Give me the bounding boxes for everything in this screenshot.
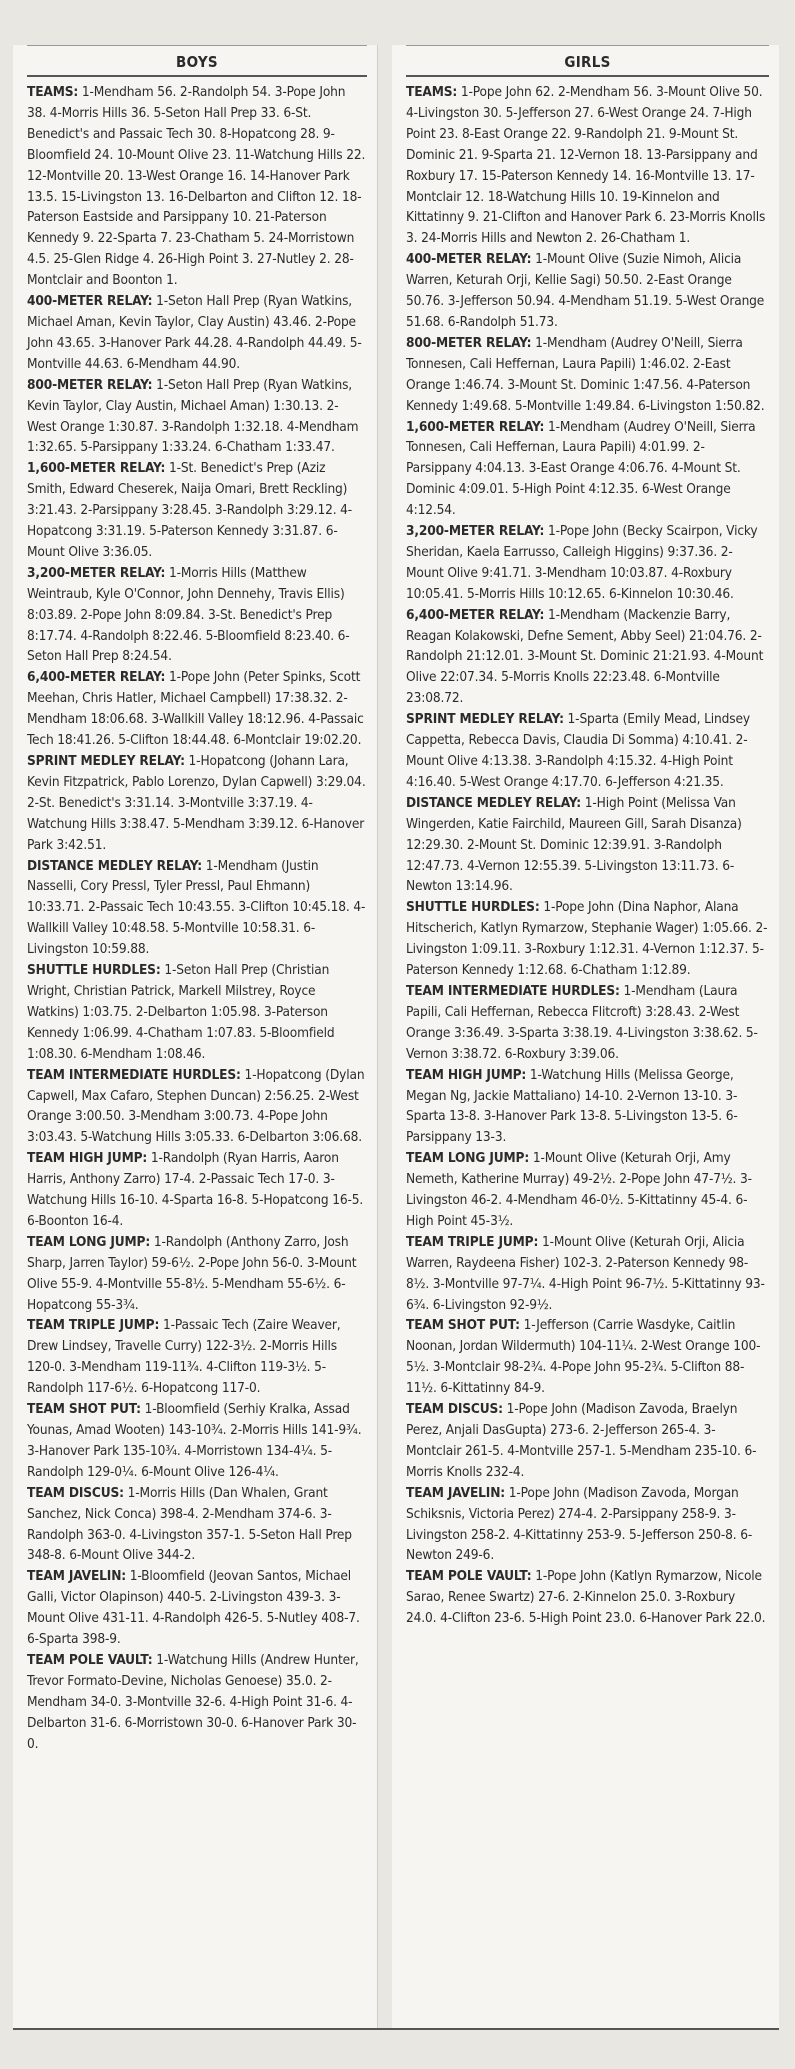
event-label: TEAM DISCUS: [27, 1484, 124, 1501]
event-label: TEAM TRIPLE JUMP: [27, 1317, 160, 1334]
event-results: 1-Jefferson (Carrie Wasdyke, Caitlin Noonan, Jordan Wildermuth) 104-11¼. 2-West Orange 100-5½. 3-Montclair 98-2¾. 4-Pope John 95-2¾. 5-Clifton 88-11½. 6-Kittatinny 84-9. [406, 1317, 761, 1397]
event-label: 800-METER RELAY: [27, 376, 153, 393]
event-label: 400-METER RELAY: [27, 293, 153, 310]
event-label: TEAM JAVELIN: [27, 1568, 127, 1585]
event-label: 400-METER RELAY: [406, 251, 532, 268]
event-results: 1-Passaic Tech (Zaire Weaver, Drew Lindsey, Travelle Curry) 122-3½. 2-Morris Hills 120-0. 3-Mendham 119-11¾. 4-Clifton 119-3½. 5-Randolph 117-6½. 6-Hopatcong 117-0. [27, 1317, 341, 1397]
event-results: 1-Hopatcong (Dylan Capwell, Max Cafaro, Stephen Duncan) 2:56.25. 2-West Orange 3:00.50. 3-Mendham 3:00.73. 4-Pope John 3:03.43. 5-Watchung Hills 3:05.33. 6-Delbarton 3:06.68. [27, 1066, 365, 1146]
girls-event [406, 981, 769, 1065]
boys-event [27, 1148, 367, 1232]
event-results: 1-Pope John (Peter Spinks, Scott Meehan, Chris Hatler, Michael Campbell) 17:38.32. 2-Mendham 18:06.68. 3-Wallkill Valley 18:12.96. 4-Passaic Tech 18:41.26. 5-Clifton 18:44.48. 6-Montclair 19:02.20. [27, 669, 364, 749]
event-label: TEAMS: [406, 84, 458, 100]
event-results: 1-Randolph (Ryan Harris, Aaron Harris, Anthony Zarro) 17-4. 2-Passaic Tech 17-0. 3-Watchung Hills 16-10. 4-Sparta 16-8. 5-Hopatcong 16-5. 6-Boonton 16-4. [27, 1150, 364, 1229]
boys-event [27, 1399, 367, 1483]
girls-event [406, 1148, 769, 1232]
event-label: 1,600-METER RELAY: [27, 460, 166, 477]
event-results: 1-Mendham (Mackenzie Barry, Reagan Kolakowski, Defne Sement, Abby Seel) 21:04.76. 2-Randolph 21:12.01. 3-Mount St. Dominic 21:21.93. 4-Mount Olive 22:07.34. 5-Morris Knolls 22:23.48. 6-Montville 23:08.72. [406, 606, 764, 707]
event-results: 1-Mendham (Audrey O'Neill, Sierra Tonnesen, Cali Heffernan, Laura Papili) 4:01.99. 2-Parsippany 4:04.13. 3-East Orange 4:06.76. 4-Mount St. Dominic 4:09.01. 5-High Point 4:12.35. 6-West Orange 4:12.54. [406, 418, 756, 519]
boys-event [27, 960, 367, 1065]
boys-event [27, 1315, 367, 1399]
girls-event [406, 793, 769, 898]
event-label: TEAM INTERMEDIATE HURDLES: [27, 1066, 241, 1083]
girls-event [406, 417, 769, 522]
event-results: 1-Hopatcong (Johann Lara, Kevin Fitzpatrick, Pablo Lorenzo, Dylan Capwell) 3:29.04. 2-St. Benedict's 3:31.14. 3-Montville 3:37.19. 4-Watchung Hills 3:38.47. 5-Mendham 3:39.12. 6-Hanover Park 3:42.51. [27, 753, 366, 853]
boys-event [27, 1065, 367, 1149]
event-label: TEAM HIGH JUMP: [27, 1150, 148, 1167]
boys-event [27, 1566, 367, 1650]
event-label: TEAM TRIPLE JUMP: [406, 1233, 539, 1250]
girls-event [406, 82, 769, 249]
event-label: 800-METER RELAY: [406, 334, 532, 351]
girls-event [406, 897, 769, 981]
event-results: 1-Randolph (Anthony Zarro, Josh Sharp, Jarren Taylor) 59-6½. 2-Pope John 56-0. 3-Mount Olive 55-9. 4-Montville 55-8½. 5-Mendham 55-6½. 6-Hopatcong 55-3¾. [27, 1233, 357, 1313]
event-results: 1-Mendham 56. 2-Randolph 54. 3-Pope John 38. 4-Morris Hills 36. 5-Seton Hall Prep 33. 6-St. Benedict's and Passaic Tech 30. 8-Hopatcong 28. 9-Bloomfield 24. 10-Mount Olive 23. 11-Watchung Hills 22. 12-Montville 20. 13-West Orange 16. 14-Hanover Park 13.5. 15-Livingston 13. 16-Delbarton and Clifton 12. 18-Paterson Eastside and Parsippany 10. 21-Paterson Kennedy 9. 22-Sparta 7. 23-Chatham 5. 24-Morristown 4.5. 25-Glen Ridge 4. 26-High Point 3. 27-Nutley 2. 28-Montclair and Boonton 1. [27, 84, 366, 289]
event-label: TEAM JAVELIN: [406, 1484, 506, 1501]
boys-event [27, 458, 367, 563]
event-label: TEAM HIGH JUMP: [406, 1066, 527, 1083]
event-results: 1-Seton Hall Prep (Ryan Watkins, Michael Aman, Kevin Taylor, Clay Austin) 43.46. 2-Pope John 43.65. 3-Hanover Park 44.28. 4-Randolph 44.49. 5-Montville 44.63. 6-Mendham 44.90. [27, 293, 362, 372]
event-results: 1-Pope John (Katlyn Rymarzow, Nicole Sarao, Renee Swartz) 27-6. 2-Kinnelon 25.0. 3-Roxbury 24.0. 4-Clifton 23-6. 5-High Point 23.0. 6-Hanover Park 22.0. [406, 1568, 766, 1627]
event-label: DISTANCE MEDLEY RELAY: [27, 857, 203, 874]
event-results: 1-Sparta (Emily Mead, Lindsey Cappetta, Rebecca Davis, Claudia Di Somma) 4:10.41. 2-Mount Olive 4:13.38. 3-Randolph 4:15.32. 4-High Point 4:16.40. 5-West Orange 4:17.70. 6-Jefferson 4:21.35. [406, 711, 750, 790]
girls-heading: GIRLS [406, 45, 769, 77]
event-label: TEAM POLE VAULT: [406, 1568, 532, 1585]
event-results: 1-Morris Hills (Matthew Weintraub, Kyle O'Connor, John Dennehy, Travis Ellis) 8:03.89. 2-Pope John 8:09.84. 3-St. Benedict's Prep 8:17.74. 4-Randolph 8:22.46. 5-Bloomfield 8:23.40. 6-Seton Hall Prep 8:24.54. [27, 564, 350, 665]
boys-event [27, 667, 367, 751]
boys-event [27, 291, 367, 375]
girls-event [406, 249, 769, 333]
boys-event [27, 82, 367, 291]
event-results: 1-Pope John (Madison Zavoda, Braelyn Perez, Anjali DasGupta) 273-6. 2-Jefferson 265-4. 3-Montclair 261-5. 4-Montville 257-1. 5-Mendham 235-10. 6-Morris Knolls 232-4. [406, 1401, 757, 1480]
event-results: 1-Pope John (Becky Scairpon, Vicky Sheridan, Kaela Earrusso, Calleigh Higgins) 9:37.36. 2-Mount Olive 9:41.71. 3-Mendham 10:03.87. 4-Roxbury 10:05.41. 5-Morris Hills 10:12.65. 6-Kinnelon 10:30.46. [406, 523, 758, 602]
boys-events [27, 82, 367, 1755]
event-label: SPRINT MEDLEY RELAY: [27, 753, 185, 769]
event-label: TEAM LONG JUMP: [27, 1233, 151, 1250]
event-results: 1-Mount Olive (Keturah Orji, Alicia Warren, Raydeena Fisher) 102-3. 2-Paterson Kennedy 98-8½. 3-Montville 97-7¼. 4-High Point 96-7½. 5-Kittatinny 93-6¾. 6-Livingston 92-9½. [406, 1233, 765, 1313]
girls-event [406, 1315, 769, 1399]
boys-column [13, 45, 378, 2028]
event-label: 3,200-METER RELAY: [406, 523, 545, 540]
event-label: TEAM SHOT PUT: [27, 1401, 141, 1418]
event-results: 1-Mount Olive (Keturah Orji, Amy Nemeth, Katherine Murray) 49-2½. 2-Pope John 47-7½. 3-Livingston 46-2. 4-Mendham 46-0½. 5-Kittatinny 45-4. 6-High Point 45-3½. [406, 1150, 752, 1229]
event-label: TEAM SHOT PUT: [406, 1317, 520, 1334]
event-results: 1-Seton Hall Prep (Christian Wright, Christian Patrick, Markell Milstrey, Royce Watkins) 1:03.75. 2-Delbarton 1:05.98. 3-Paterson Kennedy 1:06.99. 4-Chatham 1:07.83. 5-Bloomfield 1:08.30. 6-Mendham 1:08.46. [27, 962, 335, 1062]
girls-event [406, 709, 769, 793]
girls-event [406, 1065, 769, 1149]
event-results: 1-Watchung Hills (Andrew Hunter, Trevor Formato-Devine, Nicholas Genoese) 35.0. 2-Mendham 34-0. 3-Montville 32-6. 4-High Point 31-6. 4-Delbarton 31-6. 6-Morristown 30-0. 6-Hanover Park 30-0. [27, 1651, 359, 1752]
event-results: 1-Pope John 62. 2-Mendham 56. 3-Mount Olive 50. 4-Livingston 30. 5-Jefferson 27. 6-West Orange 24. 7-High Point 23. 8-East Orange 22. 9-Randolph 21. 9-Mount St. Dominic 21. 9-Sparta 21. 12-Vernon 18. 13-Parsippany and Roxbury 17. 15-Paterson Kennedy 14. 16-Montville 13. 17-Montclair 12. 18-Watchung Hills 10. 19-Kinnelon and Kittatinny 9. 21-Clifton and Hanover Park 6. 23-Morris Knolls 3. 24-Morris Hills and Newton 2. 26-Chatham 1. [406, 84, 766, 247]
event-label: 1,600-METER RELAY: [406, 418, 545, 435]
event-results: 1-Watchung Hills (Melissa George, Megan Ng, Jackie Mattaliano) 14-10. 2-Vernon 13-10. 3-Sparta 13-8. 3-Hanover Park 13-8. 5-Livingston 13-5. 6-Parsippany 13-3. [406, 1066, 738, 1146]
event-results: 1-Pope John (Madison Zavoda, Morgan Schiksnis, Victoria Perez) 274-4. 2-Parsippany 258-9. 3-Livingston 258-2. 4-Kittatinny 253-9. 5-Jefferson 250-8. 6-Newton 249-6. [406, 1484, 753, 1564]
girls-event [406, 1399, 769, 1483]
boys-event [27, 1650, 367, 1755]
boys-event [27, 563, 367, 668]
event-results: 1-Pope John (Dina Naphor, Alana Hitscherich, Katlyn Rymarzow, Stephanie Wager) 1:05.66. 2-Livingston 1:09.11. 3-Roxbury 1:12.31. 4-Vernon 1:12.37. 5-Paterson Kennedy 1:12.68. 6-Chatham 1:12.89. [406, 899, 768, 979]
boys-heading: BOYS [27, 45, 367, 77]
event-label: SPRINT MEDLEY RELAY: [406, 711, 564, 728]
bottom-rule [13, 2028, 779, 2030]
event-label: TEAM LONG JUMP: [406, 1150, 530, 1167]
girls-event [406, 333, 769, 417]
girls-event [406, 1566, 769, 1629]
boys-event [27, 856, 367, 961]
event-label: TEAMS: [27, 84, 79, 100]
event-label: TEAM POLE VAULT: [27, 1651, 153, 1668]
event-results: 1-Mendham (Laura Papili, Cali Heffernan, Rebecca Flitcroft) 3:28.43. 2-West Orange 3:36.49. 3-Sparta 3:38.19. 4-Livingston 3:38.62. 5-Vernon 3:38.72. 6-Roxbury 3:39.06. [406, 982, 758, 1062]
event-results: 1-Morris Hills (Dan Whalen, Grant Sanchez, Nick Conca) 398-4. 2-Mendham 374-6. 3-Randolph 363-0. 4-Livingston 357-1. 5-Seton Hall Prep 348-8. 6-Mount Olive 344-2. [27, 1484, 352, 1564]
event-results: 1-High Point (Melissa Van Wingerden, Katie Fairchild, Maureen Gill, Sarah Disanza) 12:29.30. 2-Mount St. Dominic 12:39.91. 3-Randolph 12:47.73. 4-Vernon 12:55.39. 5-Livingston 13:11.73. 6-Newton 13:14.96. [406, 794, 742, 895]
boys-event [27, 375, 367, 459]
girls-event [406, 1232, 769, 1316]
event-label: DISTANCE MEDLEY RELAY: [406, 794, 582, 811]
girls-events [406, 82, 769, 1629]
event-results: 1-St. Benedict's Prep (Aziz Smith, Edward Cheserek, Naija Omari, Brett Reckling) 3:21.43. 2-Parsippany 3:28.45. 3-Randolph 3:29.12. 4-Hopatcong 3:31.19. 5-Paterson Kennedy 3:31.87. 6-Mount Olive 3:36.05. [27, 460, 353, 560]
event-results: 1-Mount Olive (Suzie Nimoh, Alicia Warren, Keturah Orji, Kellie Sagi) 50.50. 2-East Orange 50.76. 3-Jefferson 50.94. 4-Mendham 51.19. 5-West Orange 51.68. 6-Randolph 51.73. [406, 251, 765, 330]
girls-event [406, 1483, 769, 1567]
event-label: 6,400-METER RELAY: [406, 606, 545, 623]
girls-column [392, 45, 779, 2028]
event-label: 3,200-METER RELAY: [27, 564, 166, 581]
girls-event [406, 521, 769, 605]
event-results: 1-Mendham (Audrey O'Neill, Sierra Tonnesen, Cali Heffernan, Laura Papili) 1:46.02. 2-East Orange 1:46.74. 3-Mount St. Dominic 1:47.56. 4-Paterson Kennedy 1:49.68. 5-Montville 1:49.84. 6-Livingston 1:50.82. [406, 334, 765, 414]
event-label: TEAM INTERMEDIATE HURDLES: [406, 982, 620, 999]
girls-event [406, 605, 769, 710]
event-label: SHUTTLE HURDLES: [27, 962, 161, 979]
event-results: 1-Bloomfield (Jeovan Santos, Michael Galli, Victor Olapinson) 440-5. 2-Livingston 439-3. 3-Mount Olive 431-11. 4-Randolph 426-5. 5-Nutley 408-7. 6-Sparta 398-9. [27, 1568, 360, 1648]
event-results: 1-Bloomfield (Serhiy Kralka, Assad Younas, Amad Wooten) 143-10¾. 2-Morris Hills 141-9¾. 3-Hanover Park 135-10¾. 4-Morristown 134-4¼. 5-Randolph 129-0¼. 6-Mount Olive 126-4¼. [27, 1401, 362, 1480]
event-label: SHUTTLE HURDLES: [406, 899, 540, 916]
event-results: 1-Mendham (Justin Nasselli, Cory Pressl, Tyler Pressl, Paul Ehmann) 10:33.71. 2-Passaic Tech 10:43.55. 3-Clifton 10:45.18. 4-Wallkill Valley 10:48.58. 5-Montville 10:58.31. 6-Livingston 10:59.88. [27, 857, 366, 958]
event-label: 6,400-METER RELAY: [27, 669, 166, 686]
event-label: TEAM DISCUS: [406, 1401, 503, 1418]
boys-event [27, 1232, 367, 1316]
boys-event [27, 751, 367, 856]
event-results: 1-Seton Hall Prep (Ryan Watkins, Kevin Taylor, Clay Austin, Michael Aman) 1:30.13. 2-West Orange 1:30.87. 3-Randolph 1:32.18. 4-Mendham 1:32.65. 5-Parsippany 1:33.24. 6-Chatham 1:33.47. [27, 376, 359, 456]
boys-event [27, 1483, 367, 1567]
